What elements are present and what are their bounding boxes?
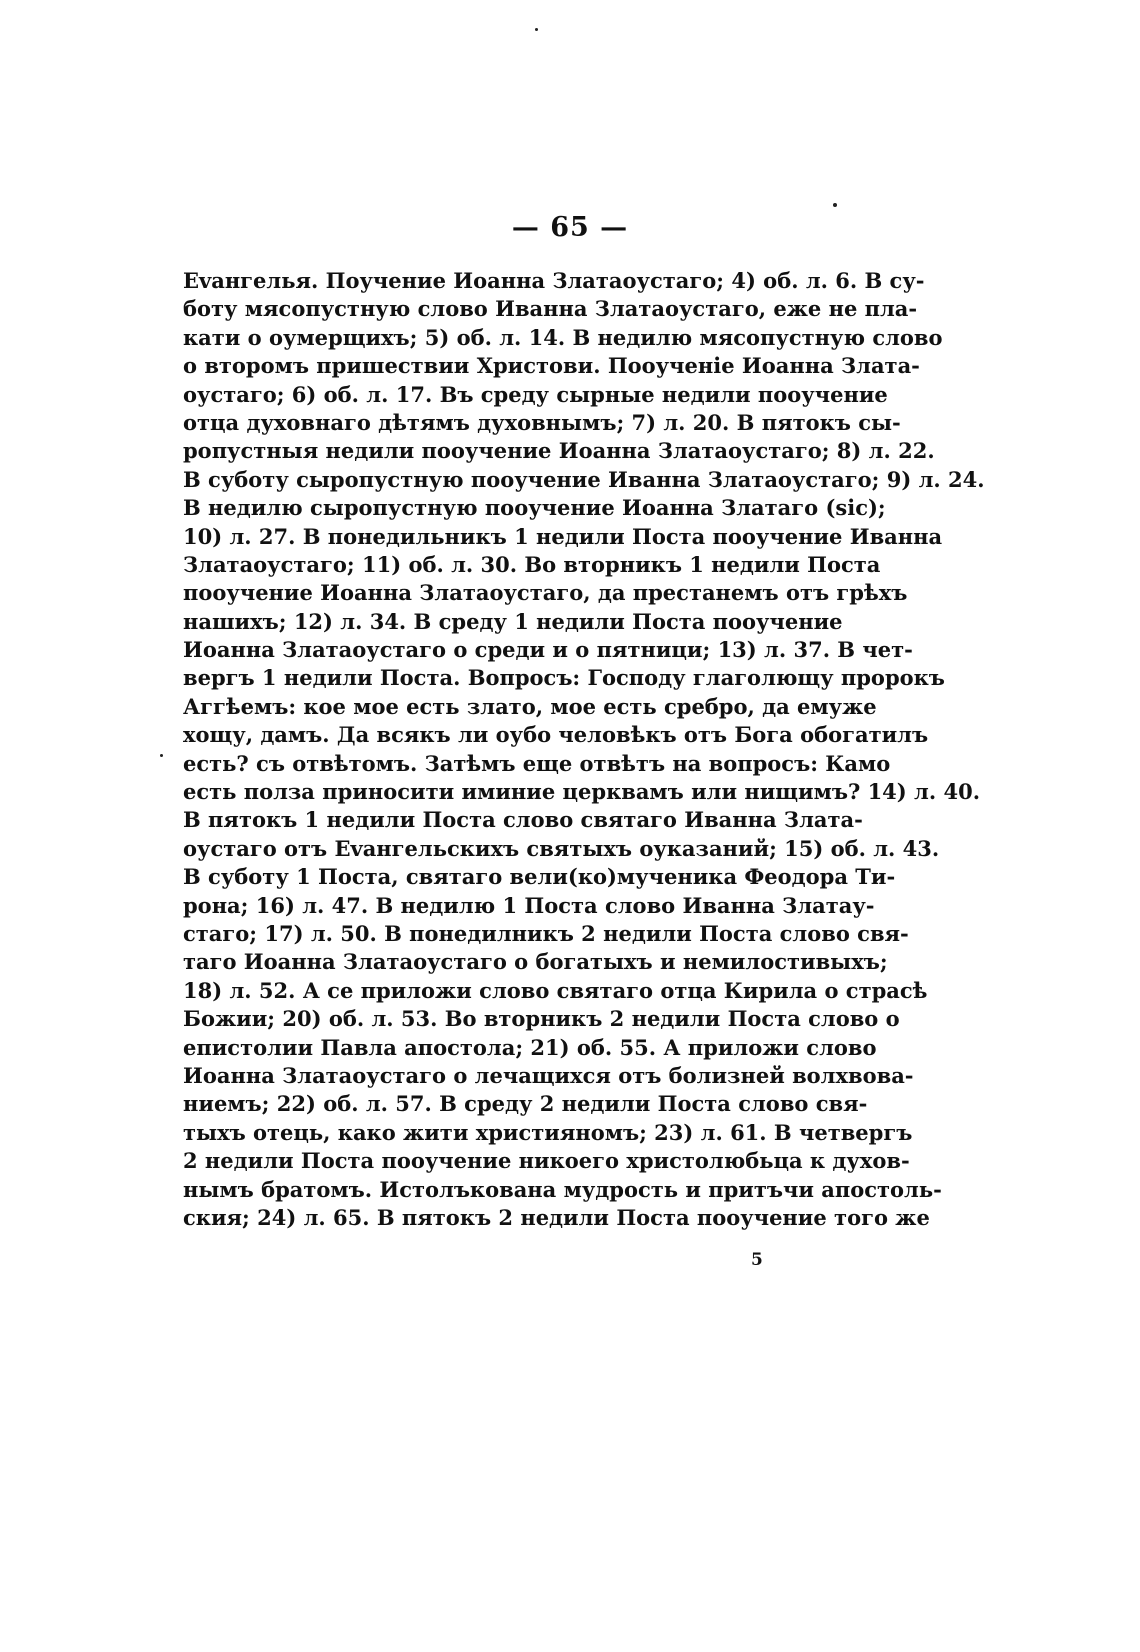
text-line: Аггѣемъ: кое мое есть злато, мое есть сребро, да емуже [183,693,877,719]
body-text [183,267,985,1232]
text-line: Иоанна Златаоустаго о среди и о пятници; 13) л. 37. В чет- [183,637,913,663]
text-line: стаго; 17) л. 50. В понедилникъ 2 недили Поста слово свя- [183,920,909,946]
text-line: кати о оумерщихъ; 5) об. л. 14. В недилю мясопустную слово [183,324,943,350]
text-line: таго Иоанна Златаоустаго о богатыхъ и немилостивыхъ; [183,949,888,975]
text-line: ниемъ; 22) об. л. 57. В среду 2 недили Поста слово свя- [183,1091,868,1117]
text-line: боту мясопустную слово Иванна Златаоустаго, еже не пла- [183,296,918,322]
page-number: — 65 — [511,212,629,243]
text-line: есть? съ отвѣтомъ. Затѣмъ еще отвѣтъ на вопросъ: Камо [183,750,891,776]
text-line: Еvангелья. Поучение Иоанна Златаоустаго; 4) об. л. 6. В су- [183,268,925,293]
text-line: хощу, дамъ. Да всякъ ли оубо человѣкъ отъ Бога обогатилъ [183,722,929,748]
paper-speck [160,754,163,757]
text-line: о второмъ пришествии Христови. Пооученіе Иоанна Злата- [183,353,920,379]
text-line: В недилю сыропустную пооучение Иоанна Златаго (sic); [183,495,886,521]
text-line: епистолии Павла апостола; 21) об. 55. А приложи слово [183,1034,877,1060]
paper-speck [535,28,538,31]
text-line: ския; 24) л. 65. В пятокъ 2 недили Поста пооучение того же [183,1204,930,1230]
text-line: Златаоустаго; 11) об. л. 30. Во вторникъ 1 недили Поста [183,551,881,577]
text-line: 10) л. 27. В понедильникъ 1 недили Поста пооучение Иванна [183,523,943,549]
text-line: вергъ 1 недили Поста. Вопросъ: Господу глаголющу пророкъ [183,665,945,691]
text-line: В суботу 1 Поста, святаго вели(ко)мученика Феодора Ти- [183,864,896,890]
text-line: отца духовнаго дѣтямъ духовнымъ; 7) л. 20. В пятокъ сы- [183,409,901,435]
text-line: есть полза приносити иминие церквамъ или нищимъ? 14) л. 40. [183,779,981,805]
text-line: В пятокъ 1 недили Поста слово святаго Иванна Злата- [183,807,863,833]
paper-speck [833,203,837,207]
text-line: рона; 16) л. 47. В недилю 1 Поста слово Иванна Златау- [183,892,875,918]
signature-mark: 5 [751,1250,763,1270]
text-line: Иоанна Златаоустаго о лечащихся отъ болизней волхвова- [183,1062,914,1088]
text-line: нымъ братомъ. Истолъкована мудрость и притъчи апостоль- [183,1176,942,1202]
text-line: пооучение Иоанна Златаоустаго, да престанемъ отъ грѣхъ [183,580,908,606]
text-line: Божии; 20) об. л. 53. Во вторникъ 2 недили Поста слово о [183,1006,900,1032]
text-line: оустаго; 6) об. л. 17. Въ среду сырные недили пооучение [183,381,888,407]
text-line: ропустныя недили пооучение Иоанна Златаоустаго; 8) л. 22. [183,438,935,464]
text-line: тыхъ отець, како жити християномъ; 23) л. 61. В четвергъ [183,1119,913,1145]
text-line: 18) л. 52. А се приложи слово святаго отца Кирила о страсѣ [183,977,928,1003]
text-line: оустаго отъ Еvангельскихъ святыхъ оуказаний; 15) об. л. 43. [183,835,940,861]
text-line: В суботу сыропустную пооучение Иванна Златаоустаго; 9) л. 24. [183,466,985,492]
text-line: нашихъ; 12) л. 34. В среду 1 недили Поста пооучение [183,608,843,634]
text-line: 2 недили Поста пооучение никоего христолюбьца к духов- [183,1148,910,1174]
